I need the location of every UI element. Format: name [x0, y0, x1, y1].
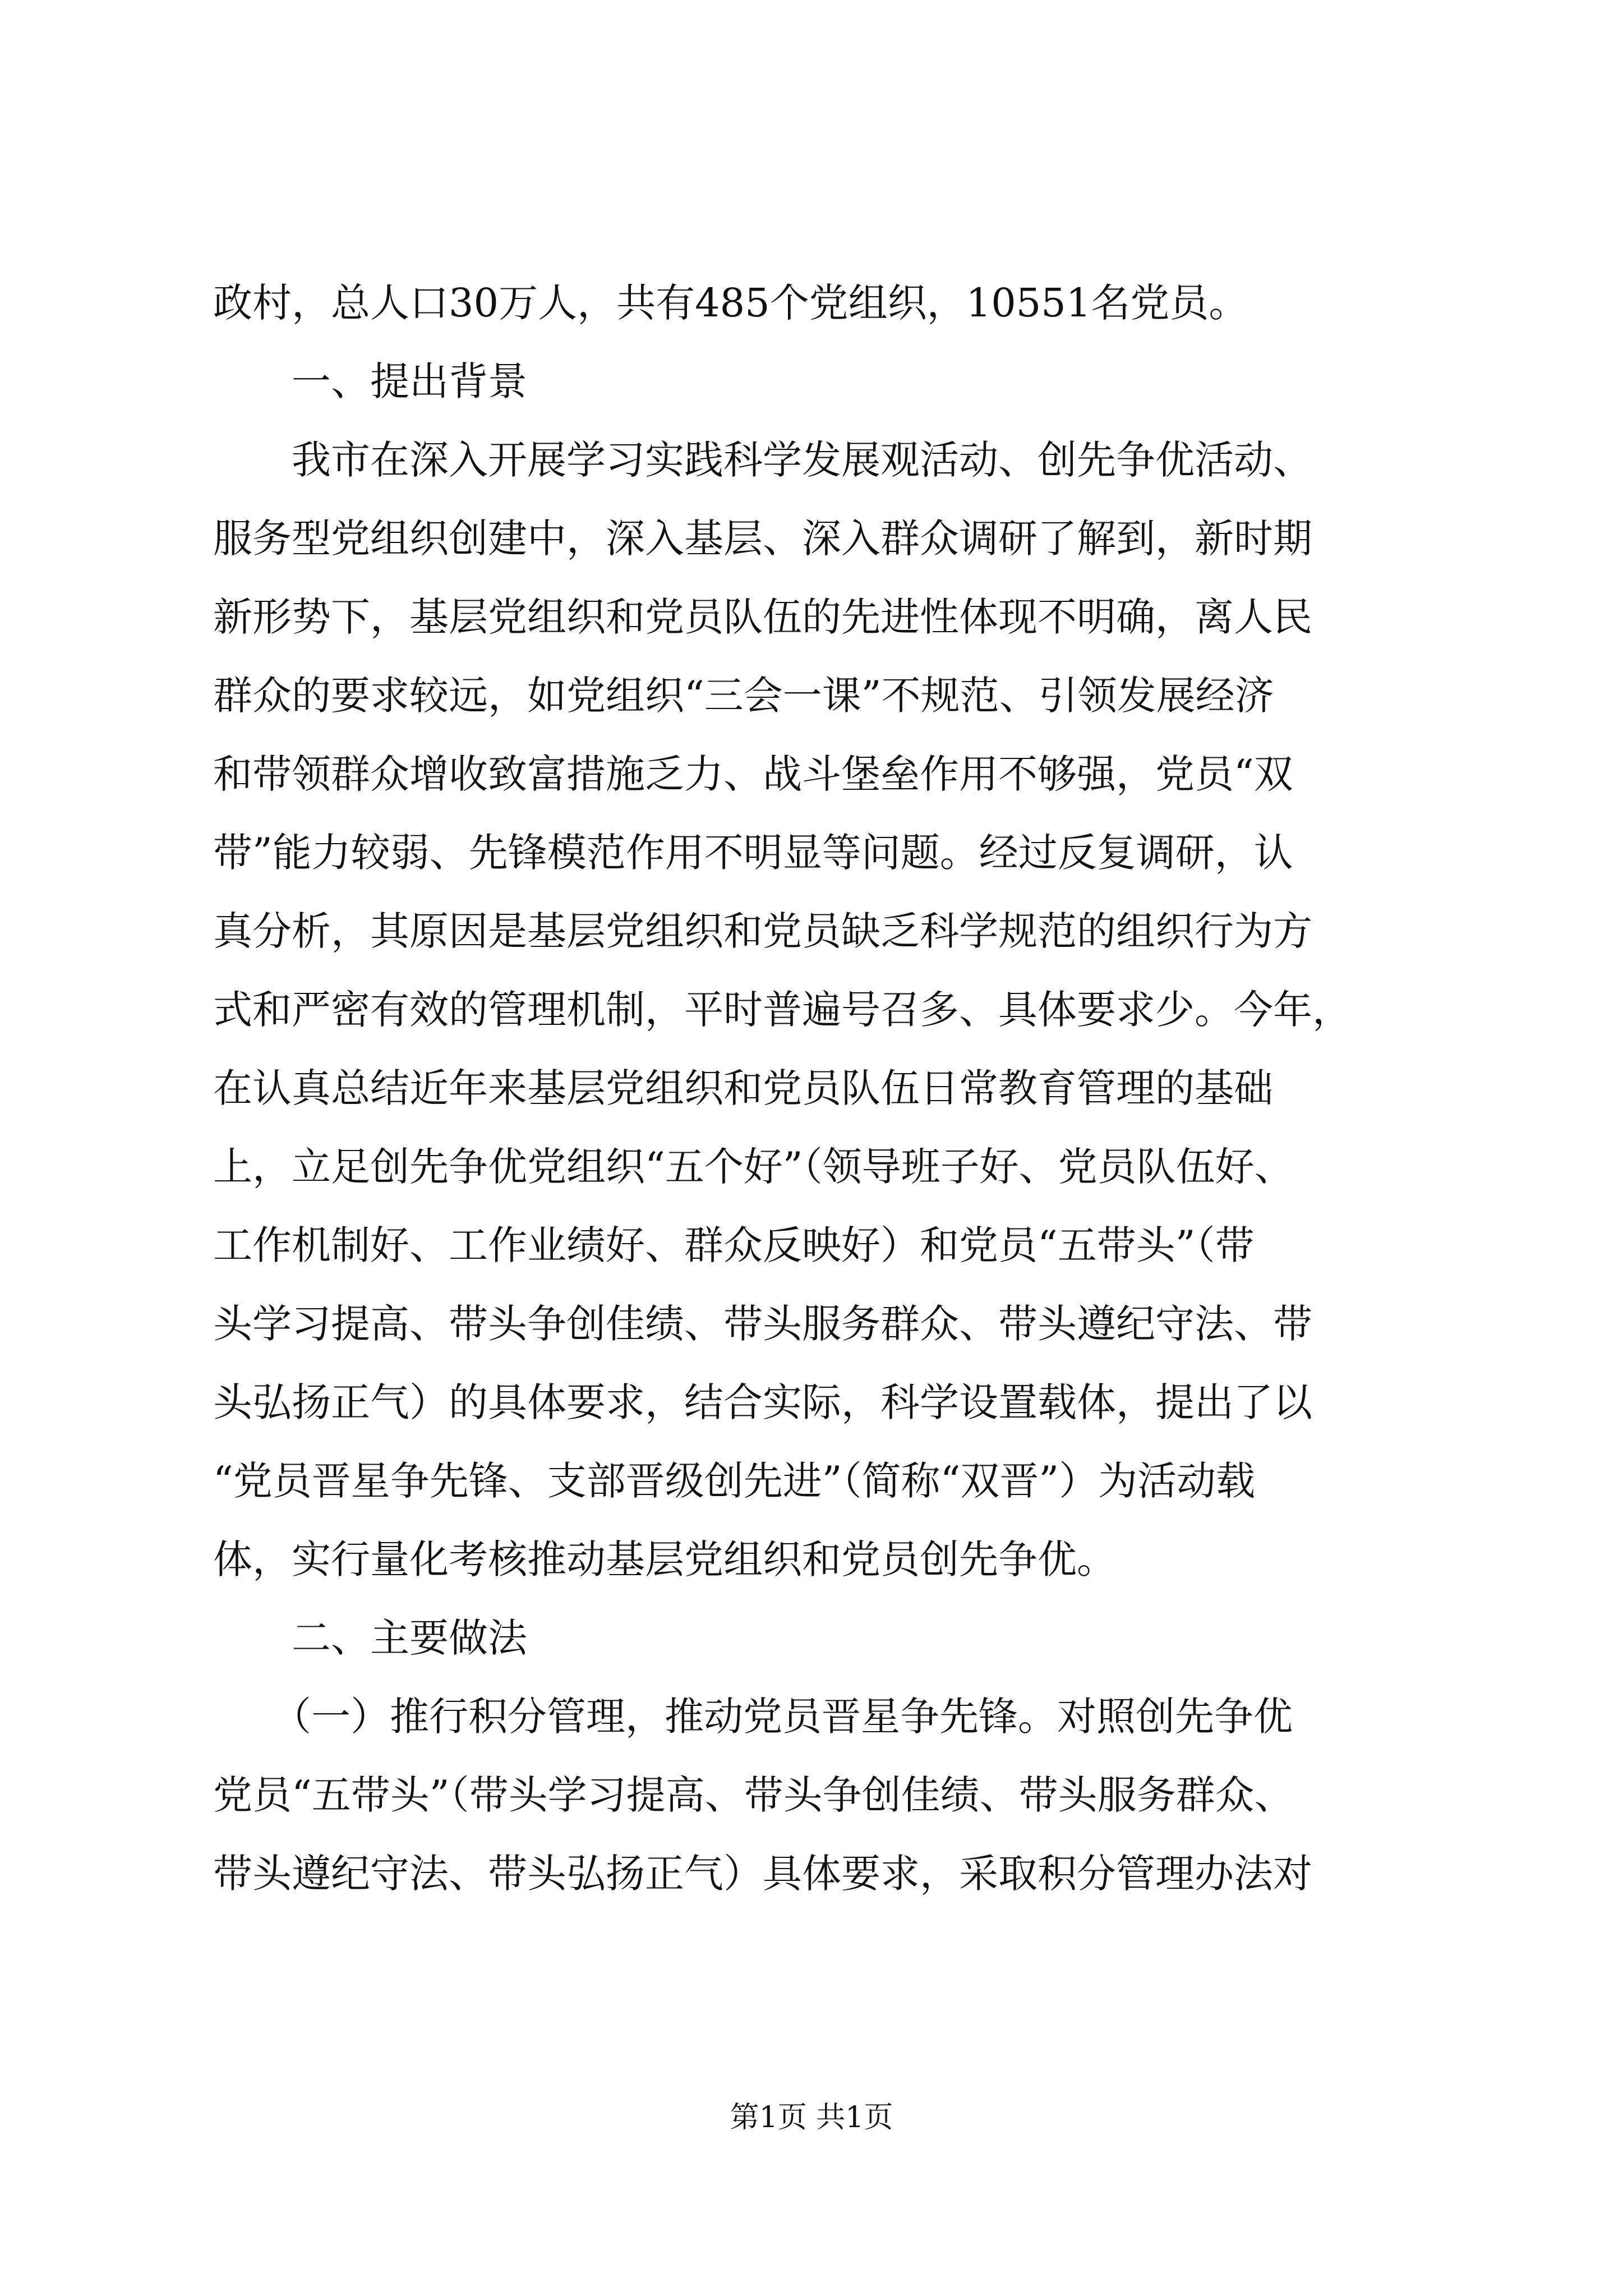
text-line: 式和严密有效的管理机制，平时普遍号召多、具体要求少。今年，	[213, 987, 1352, 1033]
text-line: 党员“五带头”（带头学习提高、带头争创佳绩、带头服务群众、	[213, 1772, 1294, 1818]
text-line: 服务型党组织创建中，深入基层、深入群众调研了解到，新时期	[213, 516, 1312, 562]
text-line: 和带领群众增收致富措施乏力、战斗堡垒作用不够强，党员“双	[213, 751, 1293, 797]
document-body	[213, 264, 1424, 1913]
text-line: 带头遵纪守法、带头弘扬正气）具体要求，采取积分管理办法对	[213, 1851, 1312, 1897]
text-line: 在认真总结近年来基层党组织和党员队伍日常教育管理的基础	[213, 1065, 1273, 1111]
text-line: 新形势下，基层党组织和党员队伍的先进性体现不明确，离人民	[213, 594, 1312, 640]
text-line: 我市在深入开展学习实践科学发展观活动、创先争优活动、	[213, 437, 1312, 483]
text-line: 头弘扬正气）的具体要求，结合实际，科学设置载体，提出了以	[213, 1379, 1312, 1425]
text-line: 头学习提高、带头争创佳绩、带头服务群众、带头遵纪守法、带	[213, 1301, 1312, 1347]
text-line: 真分析，其原因是基层党组织和党员缺乏科学规范的组织行为方	[213, 908, 1312, 954]
page-number-footer: 第1页 共1页	[730, 2101, 893, 2134]
text-line: 带”能力较弱、先锋模范作用不明显等问题。经过反复调研，认	[213, 830, 1293, 876]
text-line: 群众的要求较远，如党组织“三会一课”不规范、引领发展经济	[213, 673, 1274, 719]
text-line: 上，立足创先争优党组织“五个好”（领导班子好、党员队伍好、	[213, 1144, 1294, 1190]
text-line: 政村，总人口30万人，共有485个党组织，10551名党员。	[213, 280, 1248, 326]
text-line: 体，实行量化考核推动基层党组织和党员创先争优。	[213, 1536, 1116, 1582]
text-line: （一）推行积分管理，推动党员晋星争先锋。对照创先争优	[213, 1694, 1293, 1740]
section-heading: 一、提出背景	[213, 358, 527, 404]
text-line: “党员晋星争先锋、支部晋级创先进”（简称“双晋”）为活动载	[213, 1458, 1256, 1504]
section-heading: 二、主要做法	[213, 1615, 527, 1661]
text-line: 工作机制好、工作业绩好、群众反映好）和党员“五带头”（带	[213, 1222, 1255, 1268]
